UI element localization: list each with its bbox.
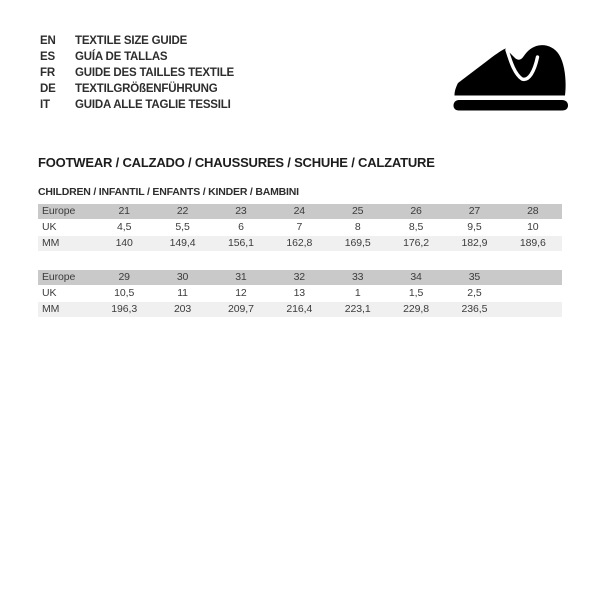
language-row-it [40, 97, 234, 113]
language-code: EN [40, 35, 56, 47]
size-cell: 34 [410, 271, 422, 283]
size-cell: 29 [118, 271, 130, 283]
size-table-2 [38, 270, 562, 317]
size-table-1 [38, 204, 562, 251]
language-label: TEXTILGRÖßENFÜHRUNG [75, 83, 218, 95]
size-cell: 10 [527, 221, 539, 233]
row-label: Europe [42, 271, 76, 283]
size-cell: 9,5 [467, 221, 482, 233]
size-cell: 209,7 [228, 303, 254, 315]
size-cell: 33 [351, 271, 364, 283]
size-cell: 156,1 [228, 237, 254, 249]
size-cell: 140 [115, 237, 133, 249]
row-label: UK [42, 221, 57, 233]
language-row-fr [40, 65, 234, 81]
row-label: Europe [42, 205, 76, 217]
size-cell: 216,4 [286, 303, 313, 315]
size-cell: 30 [176, 271, 189, 283]
language-row-en [40, 33, 234, 49]
size-cell: 21 [118, 205, 130, 217]
size-cell: 229,8 [403, 303, 429, 315]
language-code: DE [40, 83, 56, 95]
size-cell: 24 [293, 205, 306, 217]
size-cell: 5,5 [175, 221, 190, 233]
table-row-uk [38, 220, 562, 235]
size-cell: 12 [235, 287, 247, 299]
language-label: GUÍA DE TALLAS [75, 51, 168, 63]
size-cell: 28 [527, 205, 539, 217]
size-cell: 1,5 [408, 287, 424, 299]
size-cell: 31 [235, 271, 247, 283]
size-cell: 196,3 [111, 303, 138, 315]
size-cell: 8,5 [408, 221, 424, 233]
size-cell: 149,4 [169, 237, 196, 249]
language-code: IT [40, 99, 50, 111]
language-code: ES [40, 51, 55, 63]
language-label: GUIDA ALLE TAGLIE TESSILI [75, 99, 231, 111]
size-cell: 35 [468, 271, 481, 283]
table-row-europe [38, 270, 562, 285]
row-label: MM [42, 237, 60, 249]
size-tables [38, 204, 562, 336]
size-cell: 27 [468, 205, 481, 217]
size-cell: 13 [293, 287, 306, 299]
size-cell: 169,5 [344, 237, 371, 249]
size-cell: 8 [354, 221, 361, 233]
size-cell: 1 [354, 287, 361, 299]
table-row-mm [38, 236, 562, 251]
row-label: MM [42, 303, 60, 315]
language-row-de [40, 81, 234, 97]
size-cell: 162,8 [286, 237, 313, 249]
size-cell: 26 [410, 205, 422, 217]
table-row-europe [38, 204, 562, 219]
language-list [40, 33, 234, 113]
subsection-title: CHILDREN / INFANTIL / ENFANTS / KINDER / BAMBINI [38, 186, 299, 198]
section-title: FOOTWEAR / CALZADO / CHAUSSURES / SCHUHE / CALZATURE [38, 155, 435, 170]
size-cell: 236,5 [461, 303, 488, 315]
language-label: GUIDE DES TAILLES TEXTILE [75, 67, 234, 79]
children-shoe-icon-svg [452, 37, 570, 111]
language-code: FR [40, 67, 55, 79]
table-row-uk [38, 286, 562, 301]
size-cell: 10,5 [114, 287, 135, 299]
size-cell: 25 [351, 205, 364, 217]
size-cell: 189,6 [519, 237, 546, 249]
size-cell: 176,2 [403, 237, 429, 249]
size-cell: 6 [238, 221, 244, 233]
size-cell: 223,1 [344, 303, 371, 315]
size-cell: 11 [177, 287, 188, 299]
size-cell: 182,9 [461, 237, 488, 249]
size-cell: 4,5 [117, 221, 132, 233]
children-shoe-icon [452, 37, 570, 111]
table-row-mm [38, 302, 562, 317]
size-cell: 2,5 [467, 287, 482, 299]
size-cell: 23 [235, 205, 247, 217]
language-label: TEXTILE SIZE GUIDE [75, 35, 188, 47]
size-cell: 22 [176, 205, 189, 217]
size-cell: 32 [293, 271, 306, 283]
size-cell: 7 [296, 221, 303, 233]
size-cell: 203 [173, 303, 192, 315]
language-row-es [40, 49, 234, 65]
row-label: UK [42, 287, 57, 299]
